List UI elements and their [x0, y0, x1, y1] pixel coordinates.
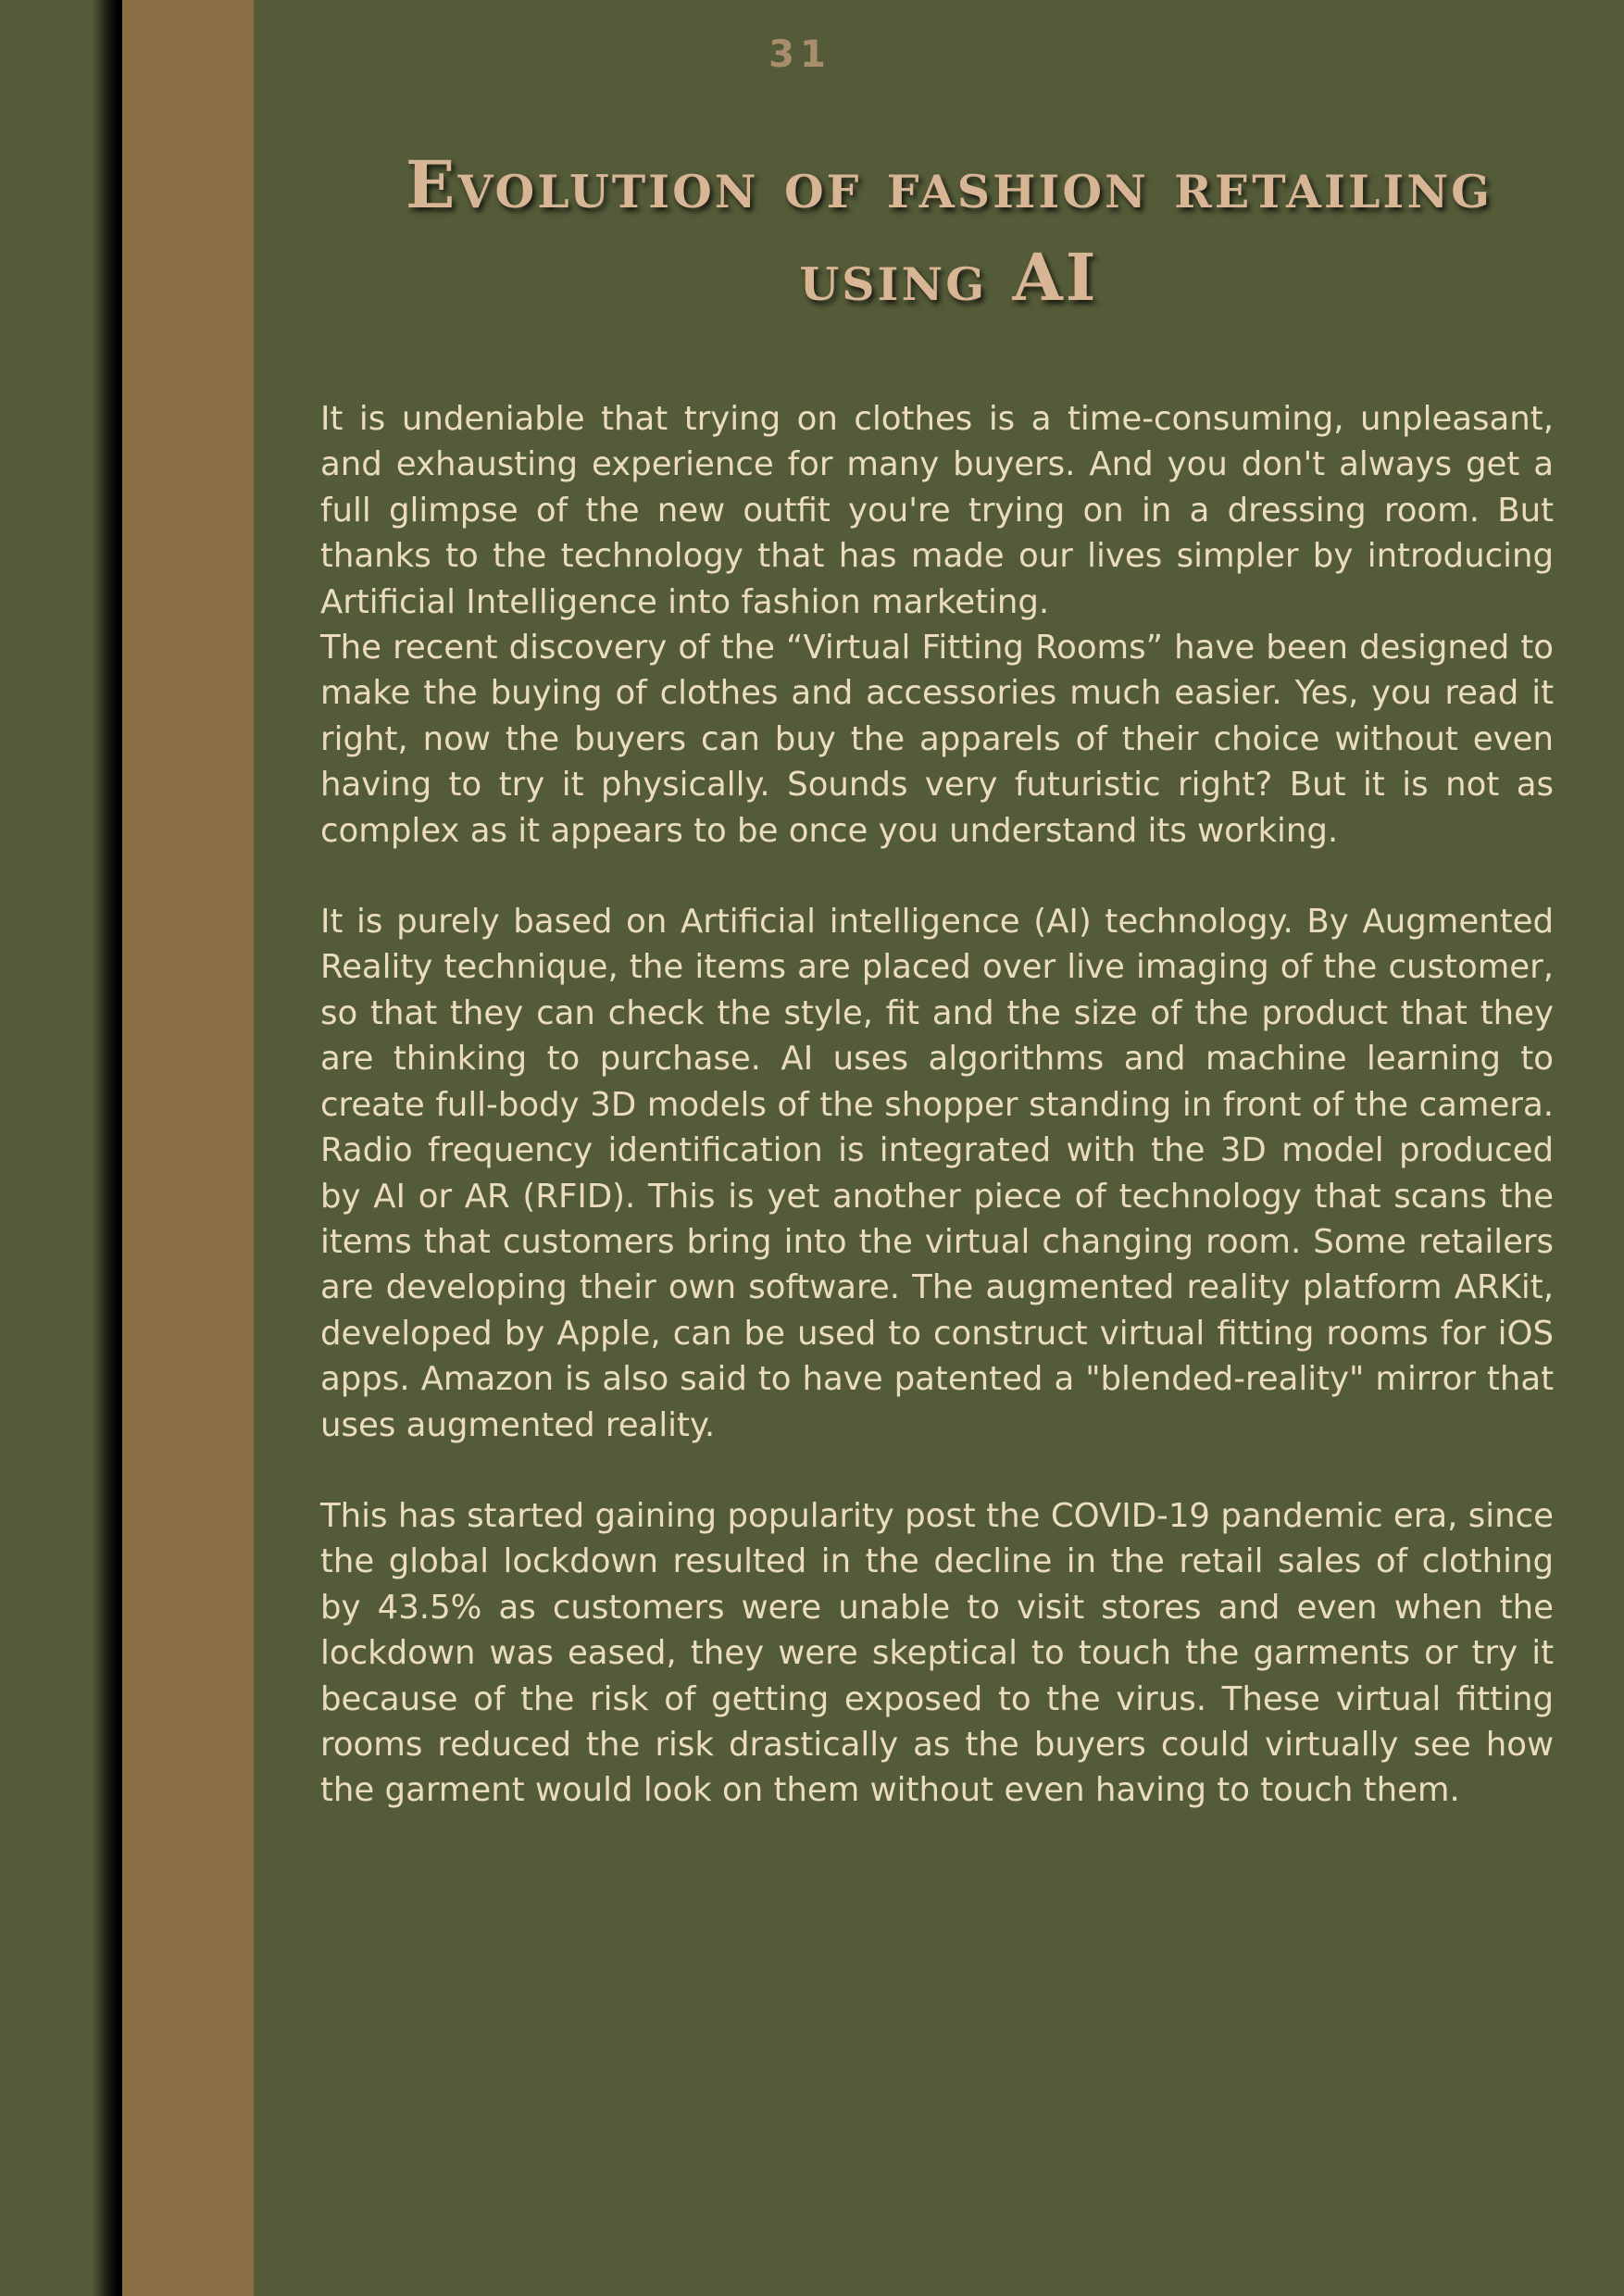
paragraph-ai-technology: It is purely based on Artificial intelligence (AI) technology. By Augmented Reality technique, the items are placed over live imaging of the customer, so that they can check the style, fit and the size of the product that they are thinking to purchase. AI uses algorithms and machine learning to create full-body 3D models of the shopper standing in front of the camera. Radio frequency identification is integrated with the 3D model produced by AI or AR (RFID). This is yet another piece of technology that scans the items that customers bring into the virtual changing room. Some retailers are developing their own software. The augmented reality platform ARKit, developed by Apple, can be used to construct virtual fitting rooms for iOS apps. Amazon is also said to have patented a "blended-reality" mirror that uses augmented reality.	[320, 903, 1554, 1444]
article-body	[320, 396, 1554, 1814]
page-number: 31	[768, 33, 831, 76]
paragraph-covid-popularity: This has started gaining popularity post the COVID-19 pandemic era, since the global lockdown resulted in the decline in the retail sales of clothing by 43.5% as customers were unable to visit stores and even when the lockdown was eased, they were skeptical to touch the garments or try it because of the risk of getting exposed to the virus. These virtual fitting rooms reduced the risk drastically as the buyers could virtually see how the garment would look on them without even having to touch them.	[320, 1496, 1554, 1810]
paragraph-virtual-fitting-rooms: The recent discovery of the “Virtual Fitting Rooms” have been designed to make the buying of clothes and accessories much easier. Yes, you read it right, now the buyers can buy the apparels of their choice without even having to try it physically. Sounds very futuristic right? But it is not as complex as it appears to be once you understand its working.	[320, 629, 1554, 850]
page-edge-shadow	[0, 0, 122, 2296]
decorative-side-band	[122, 0, 254, 2296]
paragraph-intro: It is undeniable that trying on clothes is a time-consuming, unpleasant, and exhausting experience for many buyers. And you don't always get a full glimpse of the new outfit you're trying on in a dressing room. But thanks to the technology that has made our lives simpler by introducing Artificial Intelligence into fashion marketing.	[320, 400, 1554, 621]
article-title: Evolution of fashion retailing using AI	[406, 146, 1493, 316]
